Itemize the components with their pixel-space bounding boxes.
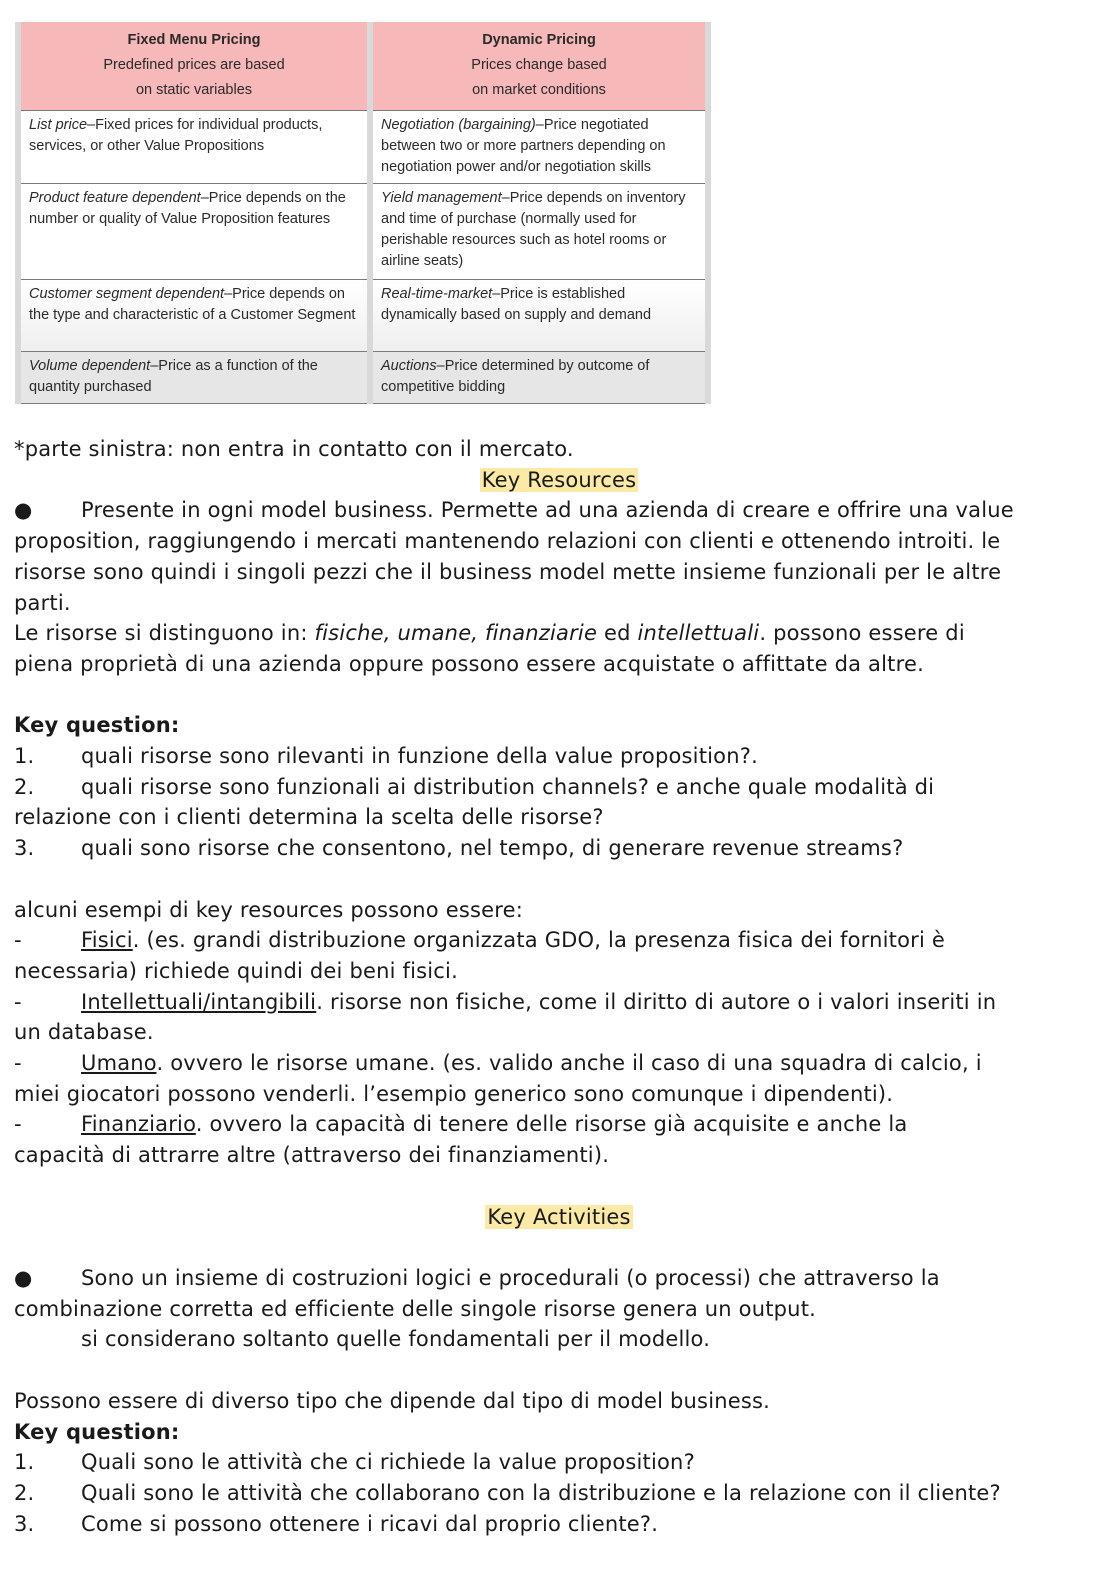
key-activities-heading: Key Activities — [487, 1204, 631, 1229]
list-item: - Finanziario. ovvero la capacità di tenere delle risorse già acquisite e anche la — [14, 1112, 908, 1137]
list-item: 1. quali risorse sono rilevanti in funzione della value proposition?. — [14, 744, 758, 769]
table-cell: Auctions–Price determined by outcome of competitive bidding — [373, 352, 705, 404]
table-row — [21, 184, 705, 280]
note-left-side: *parte sinistra: non entra in contatto con il mercato. — [14, 437, 574, 461]
key-activities-paragraph: ● Sono un insieme di costruzioni logici e procedurali (o processi) che attraverso la — [14, 1263, 1104, 1294]
table-cell: Yield management–Price depends on inventory and time of purchase (normally used for perishable resources such as hotel rooms or airline seats) — [373, 184, 705, 280]
list-item: 1. Quali sono le attività che ci richiede la value proposition? — [14, 1450, 695, 1475]
list-item: - Fisici. (es. grandi distribuzione organizzata GDO, la presenza fisica dei fornitori è — [14, 928, 946, 953]
list-item: 2. Quali sono le attività che collaborano con la distribuzione e la relazione con il cliente? — [14, 1480, 1001, 1505]
list-item: 2. quali risorse sono funzionali ai distribution channels? e anche quale modalità di — [14, 774, 935, 799]
table-cell: Customer segment dependent–Price depends on the type and characteristic of a Customer Segment — [21, 280, 367, 353]
list-item: - Intellettuali/intangibili. risorse non fisiche, come il diritto di autore o i valori inseriti in — [14, 989, 997, 1014]
examples-intro: alcuni esempi di key resources possono essere: — [14, 897, 524, 922]
list-item: 3. quali sono risorse che consentono, nel tempo, di generare revenue streams? — [14, 836, 904, 861]
table-row — [21, 111, 705, 184]
key-resources-heading: Key Resources — [481, 467, 637, 492]
key-question-label: Key question: — [14, 1419, 180, 1444]
dynamic-pricing-header: Dynamic Pricing Prices change based on market conditions — [373, 22, 705, 111]
pricing-table-image — [15, 22, 711, 404]
bullet-icon: ● — [14, 1265, 33, 1290]
pricing-table — [15, 22, 711, 404]
bullet-icon: ● — [14, 498, 33, 523]
activities-types-paragraph: Possono essere di diverso tipo che dipende dal tipo di model business. — [14, 1388, 771, 1413]
table-row — [21, 280, 705, 353]
list-item: 3. Come si possono ottenere i ricavi dal proprio cliente?. — [14, 1511, 659, 1536]
list-item: - Umano. ovvero le risorse umane. (es. valido anche il caso di una squadra di calcio, i — [14, 1051, 982, 1076]
key-question-label: Key question: — [14, 713, 180, 738]
table-cell: List price–Fixed prices for individual products, services, or other Value Propositions — [21, 111, 367, 184]
fixed-pricing-header: Fixed Menu Pricing Predefined prices are based on static variables — [21, 22, 367, 111]
table-cell: Product feature dependent–Price depends on the number or quality of Value Proposition features — [21, 184, 367, 280]
key-resources-paragraph: ● Presente in ogni model business. Permette ad una azienda di creare e offrire una value — [14, 495, 1104, 526]
table-cell: Real-time-market–Price is established dynamically based on supply and demand — [373, 280, 705, 353]
table-cell: Volume dependent–Price as a function of the quantity purchased — [21, 352, 367, 404]
resource-types-paragraph: Le risorse si distinguono in: fisiche, umane, finanziarie ed intellettuali. possono essere di — [14, 621, 965, 646]
table-row — [21, 352, 705, 404]
table-cell: Negotiation (bargaining)–Price negotiated between two or more partners depending on negotiation power and/or negotiation skills — [373, 111, 705, 184]
document-body: *parte sinistra: non entra in contatto con il mercato. Key Resources ● Presente in ogni model business. Permette ad una azienda di creare e offrire una value proposition, raggiungendo i mercati mantenendo relazioni con clienti e ottenendo introiti. le risorse sono quindi i singoli pezzi che il business model mette insieme funzionali per le altre parti. Le risorse si distinguono in: fisiche, umane, finanziarie ed intellettuali. possono essere di piena proprietà di una azienda oppure possono essere acquistate o affittate da altre. Key question: 1. quali risorse sono rilevanti in funzione della value proposition?. 2. quali risorse sono funzionali ai distribution channels? e anche quale modalità di relazione con i clienti determina la scelta delle risorse? 3. quali sono risorse che consentono, nel tempo, di generare revenue streams? alcuni esempi di key resources possono essere: - Fisici. (es. grandi distribuzione organizzata GDO, la presenza fisica dei fornitori è necessaria) richiede quindi dei beni fisici. - Intellettuali/intangibili. risorse non fisiche, come il diritto di autore o i valori inseriti in un database. - Umano. ovvero le risorse umane. (es. valido anche il caso di una squadra di calcio, i miei giocatori possono venderli. l’esempio generico sono comunque i dipendenti). - Finanziario. ovvero la capacità di tenere delle risorse già acquisite e anche la capacità di attrarre altre (attraverso dei finanziamenti). Key Activities ● Sono un insieme di costruzioni logici e procedurali (o processi) che attraverso la combinazione corretta ed efficiente delle singole risorse genera un output. si considerano soltanto quelle fondamentali per il modello. Possono essere di diverso tipo che dipende dal tipo di model business. Key question: 1. Quali sono le attività che ci richiede la value proposition? 2. Quali sono le attività che collaborano con la distribuzione e la relazione con il cliente? 3. Come si possono ottenere i ricavi dal proprio cliente?. — [14, 434, 1104, 1539]
